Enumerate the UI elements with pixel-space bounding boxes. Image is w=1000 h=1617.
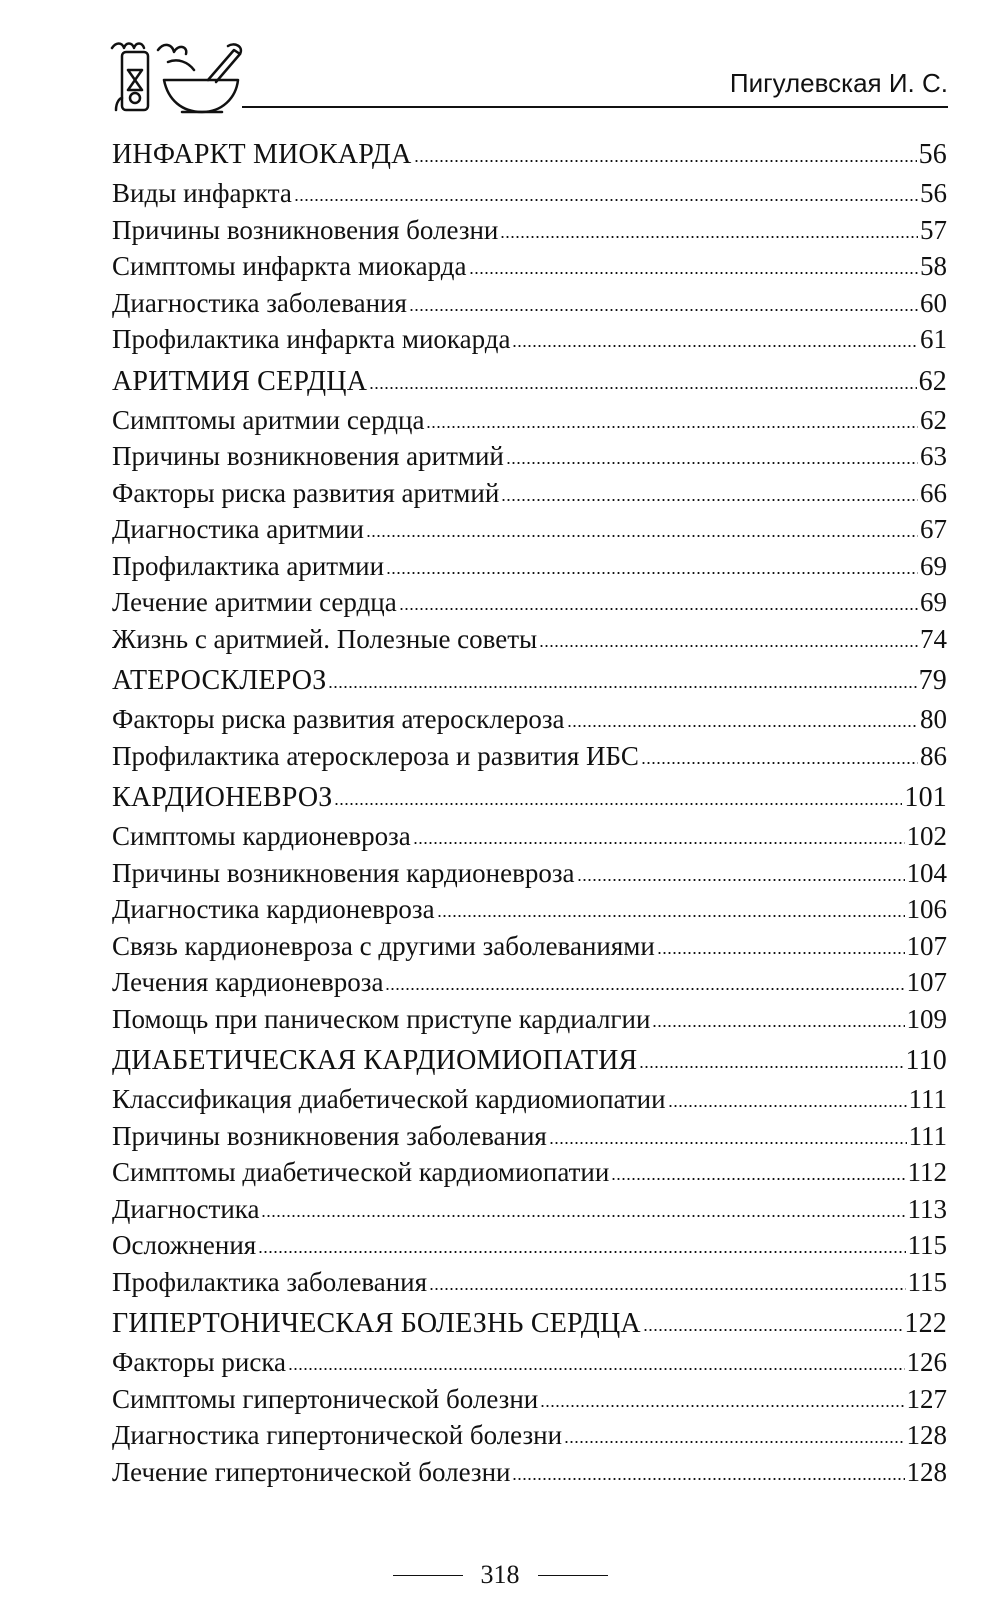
toc-section (112, 135, 947, 358)
toc-entry (112, 855, 947, 892)
toc-section (112, 362, 947, 658)
toc-page-number: 115 (907, 1230, 947, 1260)
toc-entry-title: Классификация диабетической кардиомиопатии (112, 1084, 666, 1114)
dot-leader (369, 386, 916, 390)
dot-leader (437, 914, 905, 918)
toc-entry (112, 475, 947, 512)
toc-entry-title: Факторы риска развития атеросклероза (112, 704, 565, 734)
toc-entry-title: Помощь при паническом приступе кардиалгии (112, 1003, 651, 1034)
toc-entry (112, 738, 947, 775)
dot-leader (512, 344, 918, 348)
dot-leader (567, 724, 918, 728)
running-header-author: Пигулевская И. С. (729, 68, 948, 98)
dot-leader (469, 271, 919, 275)
dot-leader (549, 1141, 907, 1145)
dot-leader (512, 1477, 904, 1481)
toc-entry (112, 1191, 947, 1228)
toc-page-number: 106 (906, 894, 947, 924)
toc-page-number: 69 (920, 587, 947, 617)
toc-page-number: 62 (920, 404, 947, 435)
toc-chapter (112, 1304, 947, 1344)
toc-section (112, 778, 947, 1037)
dot-leader (641, 761, 918, 765)
toc-page-number: 104 (906, 857, 947, 888)
toc-page-number: 66 (920, 477, 947, 508)
toc-entry-title: Симптомы гипертонической болезни (112, 1383, 539, 1414)
dot-leader (652, 1024, 904, 1028)
toc-entry-title: Диагностика заболевания (112, 287, 407, 318)
toc-entry (112, 928, 947, 965)
dot-leader (386, 571, 918, 575)
toc-entry-title: Лечение аритмии сердца (112, 587, 397, 617)
toc-entry (112, 891, 947, 928)
dot-leader (261, 1214, 905, 1218)
toc-chapter-title: АТЕРОСКЛЕРОЗ (112, 665, 327, 696)
toc-chapter-title: АРИТМИЯ СЕРДЦА (112, 365, 368, 397)
dot-leader (288, 1367, 904, 1371)
toc-page-number: 110 (905, 1045, 947, 1076)
toc-chapter (112, 135, 947, 175)
toc-page-number: 56 (920, 178, 947, 208)
toc-entry-title: Лечение гипертонической болезни (112, 1456, 511, 1487)
table-of-contents (112, 135, 947, 1494)
dot-leader (539, 644, 918, 648)
dot-leader (668, 1104, 907, 1108)
toc-entry (112, 701, 947, 738)
toc-entry (112, 1081, 947, 1118)
toc-page-number: 115 (907, 1266, 947, 1297)
dot-leader (577, 878, 905, 882)
dot-leader (611, 1177, 905, 1181)
dot-leader (506, 461, 918, 465)
toc-entry-title: Причины возникновения заболевания (112, 1120, 547, 1151)
toc-chapter (112, 661, 947, 701)
toc-page-number: 60 (920, 287, 947, 318)
toc-page-number: 74 (920, 623, 947, 654)
toc-entry-title: Факторы риска (112, 1347, 287, 1377)
toc-entry-title: Диагностика (112, 1193, 260, 1224)
dot-leader (501, 498, 918, 502)
header-rule (242, 106, 948, 108)
toc-chapter (112, 1041, 947, 1081)
toc-page-number: 86 (920, 740, 947, 771)
toc-entry (112, 175, 947, 212)
toc-chapter-title: КАРДИОНЕВРОЗ (112, 782, 333, 813)
toc-entry (112, 818, 947, 855)
dot-leader (413, 841, 905, 845)
dot-leader (657, 951, 905, 955)
dot-leader (334, 802, 902, 806)
toc-page-number: 107 (906, 967, 947, 997)
dot-leader (639, 1065, 903, 1069)
toc-entry (112, 285, 947, 322)
page-footer (0, 1560, 1000, 1590)
dot-leader (366, 534, 918, 538)
toc-entry-title: Жизнь с аритмией. Полезные советы (112, 623, 538, 654)
toc-chapter (112, 778, 947, 818)
toc-page-number: 69 (920, 550, 947, 581)
toc-entry-title: Факторы риска развития аритмий (112, 477, 500, 508)
toc-entry-title: Симптомы кардионевроза (112, 821, 411, 851)
toc-entry-title: Симптомы диабетической кардиомиопатии (112, 1157, 610, 1187)
toc-entry-title: Осложнения (112, 1230, 257, 1260)
toc-entry (112, 511, 947, 548)
toc-page-number: 113 (907, 1193, 947, 1224)
toc-entry-title: Симптомы аритмии сердца (112, 404, 425, 435)
toc-entry (112, 1264, 947, 1301)
toc-page-number: 109 (906, 1003, 947, 1034)
toc-entry (112, 548, 947, 585)
toc-entry-title: Причины возникновения аритмий (112, 441, 504, 471)
toc-entry-title: Профилактика аритмии (112, 550, 385, 581)
dot-leader (643, 1328, 903, 1332)
toc-page-number: 80 (920, 704, 947, 734)
toc-entry-title: Причины возникновения кардионевроза (112, 857, 575, 888)
toc-chapter (112, 362, 947, 402)
toc-entry-title: Профилактика заболевания (112, 1266, 428, 1297)
dot-leader (426, 425, 918, 429)
toc-entry-title: Профилактика атеросклероза и развития ИБС (112, 740, 639, 771)
toc-page-number: 62 (918, 365, 947, 397)
toc-section (112, 1304, 947, 1490)
toc-chapter-title: ИНФАРКТ МИОКАРДА (112, 139, 412, 170)
toc-page-number: 67 (920, 514, 947, 544)
page-number: 318 (480, 1560, 520, 1589)
toc-page-number: 101 (904, 782, 947, 813)
toc-entry-title: Диагностика гипертонической болезни (112, 1420, 563, 1450)
toc-page-number: 111 (908, 1120, 947, 1151)
dot-leader (414, 159, 917, 163)
dot-leader (564, 1440, 904, 1444)
toc-entry-title: Связь кардионевроза с другими заболеваниями (112, 930, 655, 961)
toc-entry (112, 1118, 947, 1155)
toc-entry (112, 321, 947, 358)
toc-page-number: 56 (918, 139, 947, 170)
dot-leader (399, 607, 918, 611)
toc-chapter-title: ГИПЕРТОНИЧЕСКАЯ БОЛЕЗНЬ СЕРДЦА (112, 1308, 641, 1339)
toc-entry (112, 1154, 947, 1191)
toc-entry-title: Диагностика кардионевроза (112, 894, 435, 924)
toc-chapter-title: ДИАБЕТИЧЕСКАЯ КАРДИОМИОПАТИЯ (112, 1045, 638, 1076)
toc-section (112, 1041, 947, 1300)
toc-page-number: 122 (904, 1308, 947, 1339)
toc-entry-title: Причины возникновения болезни (112, 214, 499, 245)
toc-page-number: 128 (906, 1420, 947, 1450)
dot-leader (258, 1250, 905, 1254)
toc-entry (112, 248, 947, 285)
footer-dash (393, 1575, 463, 1576)
toc-entry-title: Профилактика инфаркта миокарда (112, 324, 511, 354)
dot-leader (385, 987, 904, 991)
toc-page-number: 63 (920, 441, 947, 471)
toc-page-number: 127 (906, 1383, 947, 1414)
toc-entry-title: Диагностика аритмии (112, 514, 364, 544)
page-header (108, 40, 948, 120)
toc-page-number: 58 (920, 251, 947, 281)
toc-entry (112, 1227, 947, 1264)
toc-page-number: 57 (920, 214, 947, 245)
toc-section (112, 661, 947, 774)
dot-leader (294, 198, 918, 202)
dot-leader (500, 235, 918, 239)
toc-page-number: 102 (906, 821, 947, 851)
footer-dash (538, 1575, 608, 1576)
dot-leader (429, 1287, 905, 1291)
toc-entry (112, 402, 947, 439)
toc-page-number: 128 (906, 1456, 947, 1487)
toc-entry-title: Виды инфаркта (112, 178, 292, 208)
toc-entry (112, 964, 947, 1001)
toc-entry (112, 212, 947, 249)
toc-entry (112, 621, 947, 658)
toc-entry-title: Симптомы инфаркта миокарда (112, 251, 467, 281)
toc-page-number: 112 (907, 1157, 947, 1187)
toc-entry (112, 1001, 947, 1038)
toc-page-number: 79 (918, 665, 947, 696)
toc-page-number: 61 (920, 324, 947, 354)
toc-page-number: 107 (906, 930, 947, 961)
toc-page-number: 111 (908, 1084, 947, 1114)
dot-leader (328, 685, 916, 689)
toc-page-number: 126 (906, 1347, 947, 1377)
toc-entry (112, 1417, 947, 1454)
mortar-pestle-icon (108, 40, 248, 118)
toc-entry (112, 1454, 947, 1491)
dot-leader (409, 308, 918, 312)
toc-entry-title: Лечения кардионевроза (112, 967, 384, 997)
toc-entry (112, 1381, 947, 1418)
toc-entry (112, 438, 947, 475)
toc-entry (112, 584, 947, 621)
dot-leader (540, 1404, 904, 1408)
toc-entry (112, 1344, 947, 1381)
